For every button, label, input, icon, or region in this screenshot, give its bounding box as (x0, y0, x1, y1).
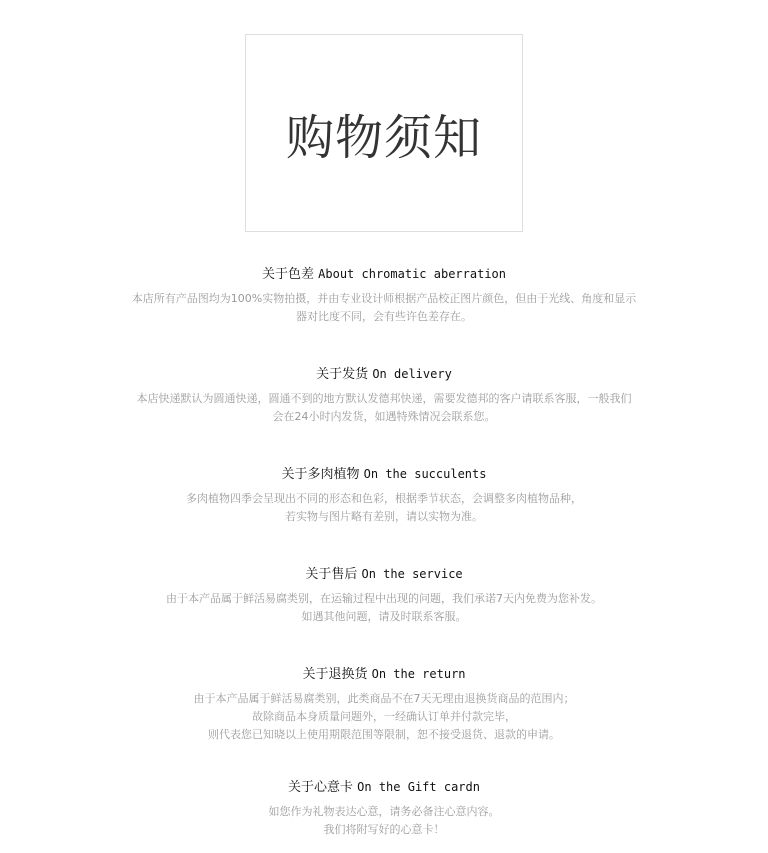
section-title-en: About chromatic aberration (318, 267, 506, 281)
section-line: 器对比度不同，会有些许色差存在。 (296, 310, 472, 323)
section-heading (0, 465, 768, 484)
section-title-zh: 关于心意卡 (288, 780, 354, 795)
section-body (0, 490, 768, 526)
section-title-en: On the Gift cardn (357, 780, 480, 794)
section-line: 本店所有产品图均为100%实物拍摄，并由专业设计师根据产品校正图片颜色，但由于光线、角度和显示 (131, 292, 637, 305)
section-line: 故除商品本身质量问题外，一经确认订单并付款完毕， (252, 710, 516, 723)
section-heading (0, 778, 768, 797)
section-delivery (0, 365, 768, 426)
section-line: 则代表您已知晓以上使用期限范围等限制，恕不接受退货、退款的申请。 (208, 728, 560, 741)
section-line: 若实物与图片略有差别，请以实物为准。 (285, 510, 483, 523)
section-line: 会在24小时内发货，如遇特殊情况会联系您。 (272, 410, 496, 423)
section-title-zh: 关于退换货 (302, 667, 368, 682)
section-title-en: On the succulents (363, 467, 487, 481)
section-line: 如遇其他问题，请及时联系客服。 (301, 610, 467, 623)
section-body (0, 590, 768, 626)
section-return (0, 665, 768, 744)
section-heading (0, 265, 768, 284)
section-line: 多肉植物四季会呈现出不同的形态和色彩，根据季节状态，会调整多肉植物品种， (186, 492, 582, 505)
section-title-zh: 关于售后 (305, 567, 358, 582)
section-line: 本店快递默认为圆通快递，圆通不到的地方默认发德邦快递，需要发德邦的客户请联系客服，一般我们 (136, 392, 632, 405)
section-body (0, 803, 768, 839)
section-chromatic-aberration (0, 265, 768, 326)
section-line: 由于本产品属于鲜活易腐类别，在运输过程中出现的问题，我们承诺7天内免费为您补发。 (166, 592, 602, 605)
section-heading (0, 565, 768, 584)
section-line: 由于本产品属于鲜活易腐类别，此类商品不在7天无理由退换货商品的范围内； (193, 692, 575, 705)
section-succulents (0, 465, 768, 526)
page-title: 购物须知 (285, 109, 482, 166)
section-title-zh: 关于发货 (316, 367, 369, 382)
section-gift-card (0, 778, 768, 839)
section-title-en: On delivery (372, 367, 452, 381)
section-heading (0, 365, 768, 384)
section-line: 我们将附写好的心意卡！ (323, 823, 445, 836)
section-body (0, 290, 768, 326)
title-box (245, 34, 523, 232)
section-title-en: On the return (371, 667, 466, 681)
section-title-en: On the service (361, 567, 463, 581)
section-title-zh: 关于色差 (262, 267, 315, 282)
section-line: 如您作为礼物表达心意，请务必备注心意内容。 (268, 805, 500, 818)
section-title-zh: 关于多肉植物 (281, 467, 360, 482)
section-service (0, 565, 768, 626)
section-heading (0, 665, 768, 684)
section-body (0, 390, 768, 426)
section-body (0, 690, 768, 744)
